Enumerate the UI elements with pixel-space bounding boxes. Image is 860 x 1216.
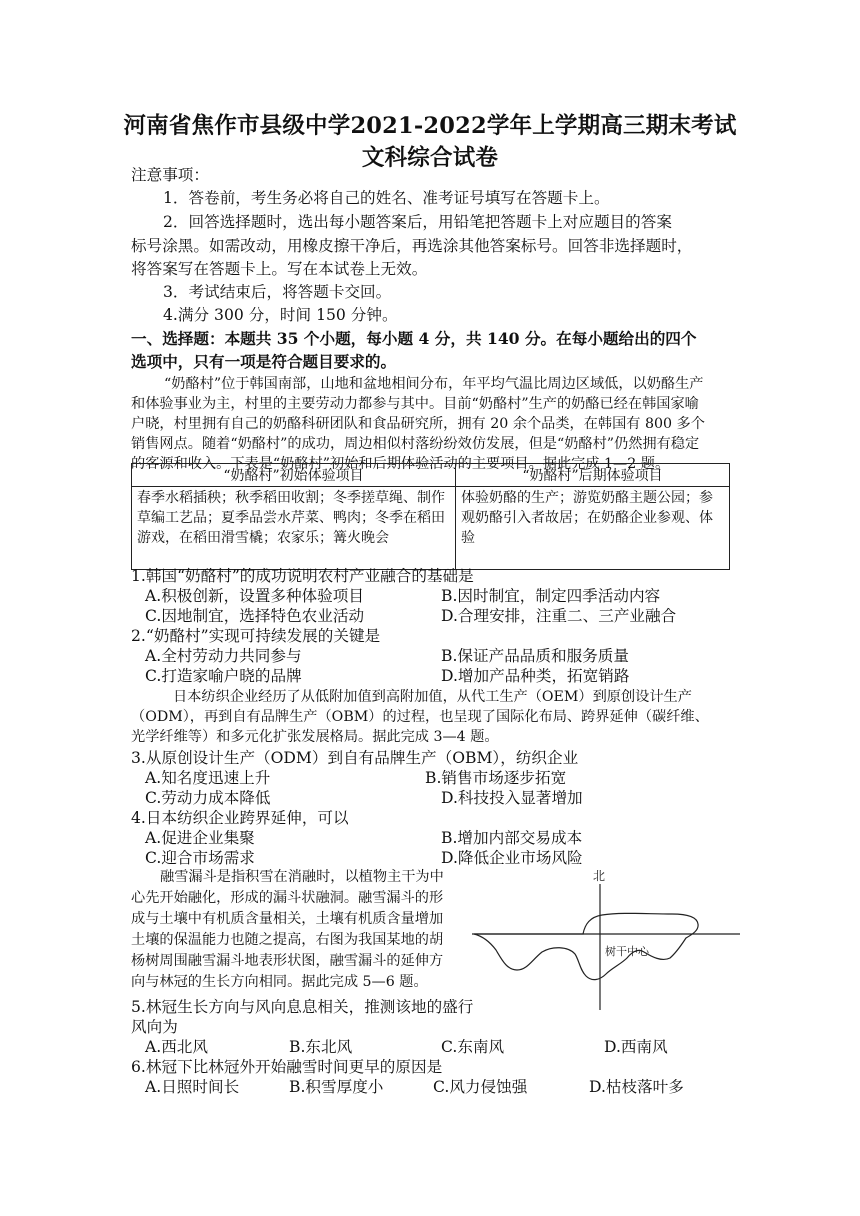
- option[interactable]: C.劳动力成本降低: [145, 789, 271, 807]
- passage-line: 光学纤维等）和多元化扩张发展格局。据此完成 3—4 题。: [131, 729, 499, 745]
- passage-line: （ODM），再到自有品牌生产（OBM）的过程，也呈现了国际化布局、跨界延伸（碳纤维、: [131, 709, 709, 725]
- option[interactable]: A.促进企业集聚: [145, 829, 255, 847]
- snowmelt-funnel-figure: [472, 862, 740, 1018]
- table-header: “奶酪村”后期体验项目: [456, 464, 730, 487]
- notes-heading: 注意事项：: [131, 166, 209, 184]
- option[interactable]: C.风力侵蚀强: [433, 1078, 528, 1096]
- option[interactable]: A.知名度迅速上升: [145, 769, 271, 787]
- option[interactable]: B.东北风: [289, 1038, 353, 1056]
- option[interactable]: B.积雪厚度小: [289, 1078, 384, 1096]
- table-cell: 春季水稻插秧；秋季稻田收割；冬季搓草绳、制作草编工艺品；夏季品尝水芹菜、鸭肉；冬季在稻田游戏，在稻田滑雪橇；农家乐；篝火晚会: [132, 487, 456, 570]
- option[interactable]: D.科技投入显著增加: [441, 789, 583, 807]
- passage-line: 户晓，村里拥有自己的奶酪科研团队和食品研究所，拥有 20 余个品类，在韩国有 800 多个: [131, 416, 705, 432]
- trunk-center-label: 树干中心: [605, 945, 649, 958]
- note-item: 标号涂黑。如需改动，用橡皮擦干净后，再选涂其他答案标号。回答非选择题时，: [131, 237, 693, 255]
- question-stem: 6.林冠下比林冠外开始融雪时间更早的原因是: [131, 1058, 443, 1076]
- note-item: 1．答卷前，考生务必将自己的姓名、准考证号填写在答题卡上。: [163, 189, 610, 207]
- question-stem: 3.从原创设计生产（ODM）到自有品牌生产（OBM），纺织企业: [131, 749, 579, 767]
- option[interactable]: A.全村劳动力共同参与: [145, 647, 302, 665]
- passage-line: 的客源和收入。下表是“奶酪村”初始和后期体验活动的主要项目。据此完成 1—2 题。: [131, 456, 670, 472]
- passage-line: 成与土壤中有机质含量相关，土壤有机质含量增加: [131, 911, 444, 927]
- option[interactable]: A.西北风: [145, 1038, 208, 1056]
- question-stem: 2.“奶酪村”实现可持续发展的关键是: [131, 627, 381, 645]
- option[interactable]: C.迎合市场需求: [145, 849, 255, 867]
- experience-table: [131, 463, 730, 570]
- passage-line: 销售网点。随着“奶酪村”的成功，周边相似村落纷纷效仿发展，但是“奶酪村”仍然拥有稳定: [131, 436, 700, 452]
- option[interactable]: B.保证产品品质和服务质量: [441, 647, 629, 665]
- note-item: 将答案写在答题卡上。写在本试卷上无效。: [131, 260, 428, 278]
- section-heading: 选项中，只有一项是符合题目要求的。: [131, 352, 397, 371]
- north-label: 北: [593, 869, 606, 883]
- table-cell: 体验奶酪的生产；游览奶酪主题公园；参观奶酪引入者故居；在奶酪企业参观、体验: [456, 487, 730, 570]
- option[interactable]: C.因地制宜，选择特色农业活动: [145, 607, 365, 625]
- option[interactable]: B.增加内部交易成本: [441, 829, 583, 847]
- passage-line: 心先开始融化，形成的漏斗状融洞。融雪漏斗的形: [131, 890, 444, 906]
- passage-line: 杨树周围融雪漏斗地表形状图，融雪漏斗的延伸方: [131, 953, 444, 969]
- table-header: “奶酪村”初始体验项目: [132, 464, 456, 487]
- note-item: 3．考试结束后，将答题卡交回。: [163, 283, 392, 301]
- passage-line: 日本纺织企业经历了从低附加值到高附加值，从代工生产（OEM）到原创设计生产: [173, 689, 692, 705]
- option[interactable]: C.打造家喻户晓的品牌: [145, 667, 302, 685]
- question-stem: 1.韩国“奶酪村”的成功说明农村产业融合的基础是: [131, 567, 474, 585]
- option[interactable]: D.枯枝落叶多: [589, 1078, 684, 1096]
- option[interactable]: C.东南风: [441, 1038, 505, 1056]
- section-heading: 一、选择题：本题共 35 个小题，每小题 4 分，共 140 分。在每小题给出的四个: [131, 329, 697, 348]
- option[interactable]: A.积极创新，设置多种体验项目: [145, 587, 364, 605]
- note-item: 4.满分 300 分，时间 150 分钟。: [163, 306, 398, 324]
- option[interactable]: B.销售市场逐步拓宽: [425, 769, 567, 787]
- note-item: 2．回答选择题时，选出每小题答案后，用铅笔把答题卡上对应题目的答案: [163, 213, 672, 231]
- passage-line: “奶酪村”位于韩国南部，山地和盆地相间分布，年平均气温比周边区域低，以奶酪生产: [164, 376, 704, 392]
- option[interactable]: D.降低企业市场风险: [441, 849, 583, 867]
- exam-title: 河南省焦作市县级中学2021-2022学年上学期高三期末考试: [123, 113, 737, 139]
- option[interactable]: B.因时制宜，制定四季活动内容: [441, 587, 661, 605]
- question-stem: 风向为: [131, 1018, 178, 1036]
- option[interactable]: A.日照时间长: [145, 1078, 240, 1096]
- option[interactable]: D.增加产品种类，拓宽销路: [441, 667, 630, 685]
- question-stem: 5.林冠生长方向与风向息息相关，推测该地的盛行: [131, 998, 474, 1016]
- passage-line: 融雪漏斗是指积雪在消融时，以植物主干为中: [160, 869, 444, 885]
- option[interactable]: D.合理安排，注重二、三产业融合: [441, 607, 677, 625]
- passage-line: 土壤的保温能力也随之提高，右图为我国某地的胡: [131, 932, 444, 948]
- question-stem: 4.日本纺织企业跨界延伸，可以: [131, 809, 349, 827]
- exam-subtitle: 文科综合试卷: [361, 145, 499, 171]
- passage-line: 和体验事业为主，村里的主要劳动力都参与其中。目前“奶酪村”生产的奶酪已经在韩国家喻: [131, 396, 699, 412]
- passage-line: 向与林冠的生长方向相同。据此完成 5—6 题。: [131, 974, 428, 990]
- funnel-outline: [474, 913, 698, 979]
- option[interactable]: D.西南风: [604, 1038, 668, 1056]
